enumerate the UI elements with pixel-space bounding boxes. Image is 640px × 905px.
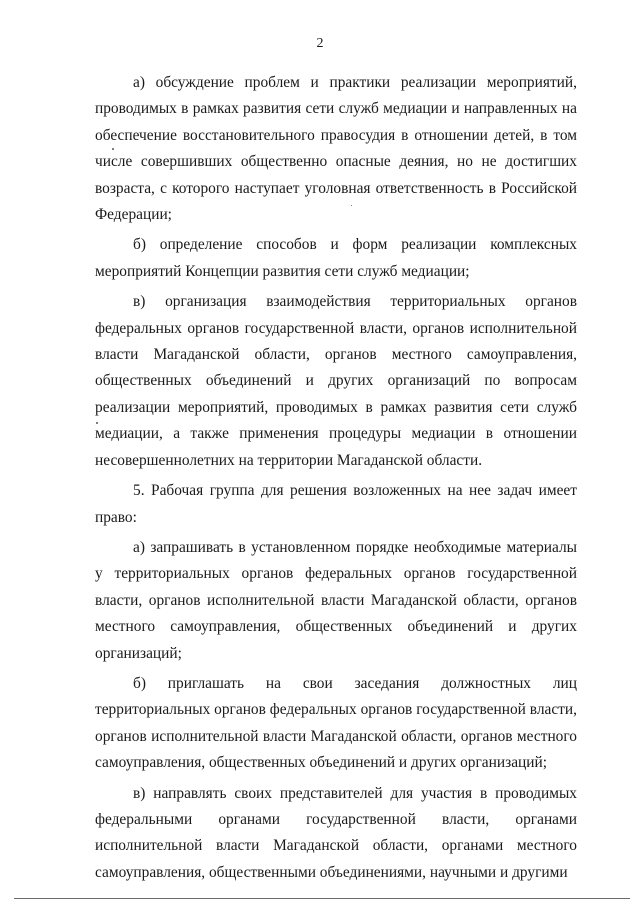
page-number: 2 bbox=[316, 36, 324, 51]
scan-speck bbox=[112, 148, 114, 150]
scan-speck bbox=[96, 422, 98, 424]
paragraph-right-b-invite: б) приглашать на свои заседания должностных лиц территориальных органов федеральных органов государственной власти, органов исполнительной власти Магаданской области, органов местного самоуправления, общественных объединений и других организаций; bbox=[95, 674, 577, 772]
scan-speck bbox=[351, 205, 352, 206]
paragraph-right-a-request: а) запрашивать в установленном порядке необходимые материалы у территориальных органов федеральных органов государственной власти, органов исполнительной власти Магаданской области, органов местного самоуправления, общественных объединений и других организаций; bbox=[95, 538, 577, 662]
paragraph-right-v-delegate: в) направлять своих представителей для участия в проводимых федеральными органами государственной власти, органами исполнительной власти Магаданской области, органами местного самоуправления, общественными объединениями, научными и другими bbox=[95, 784, 577, 881]
paragraph-section-5-rights: 5. Рабочая группа для решения возложенных на нее задач имеет право: bbox=[95, 482, 577, 526]
document-body bbox=[95, 70, 577, 886]
page-bottom-edge bbox=[14, 898, 630, 899]
paragraph-item-v-organization: в) организация взаимодействия территориальных органов федеральных органов государственной власти, органов исполнительной власти Магаданской области, органов местного самоуправления, общественных объединений и других организаций по вопросам реализации мероприятий, проводимых в рамках развития сети служб медиации, а также применения процедуры медиации в отношении несовершеннолетних на территории Магаданской области. bbox=[95, 293, 577, 469]
paragraph-item-b-methods: б) определение способов и форм реализации комплексных мероприятий Концепции развития сети служб медиации; bbox=[95, 236, 577, 280]
paragraph-item-a-discussion: а) обсуждение проблем и практики реализации мероприятий, проводимых в рамках развития сети служб медиации и направленных на обеспечение восстановительного правосудия в отношении детей, в том числе совершивших общественно опасные деяния, но не достигших возраста, с которого наступает уголовная ответственность в Российской Федерации; bbox=[95, 74, 577, 224]
